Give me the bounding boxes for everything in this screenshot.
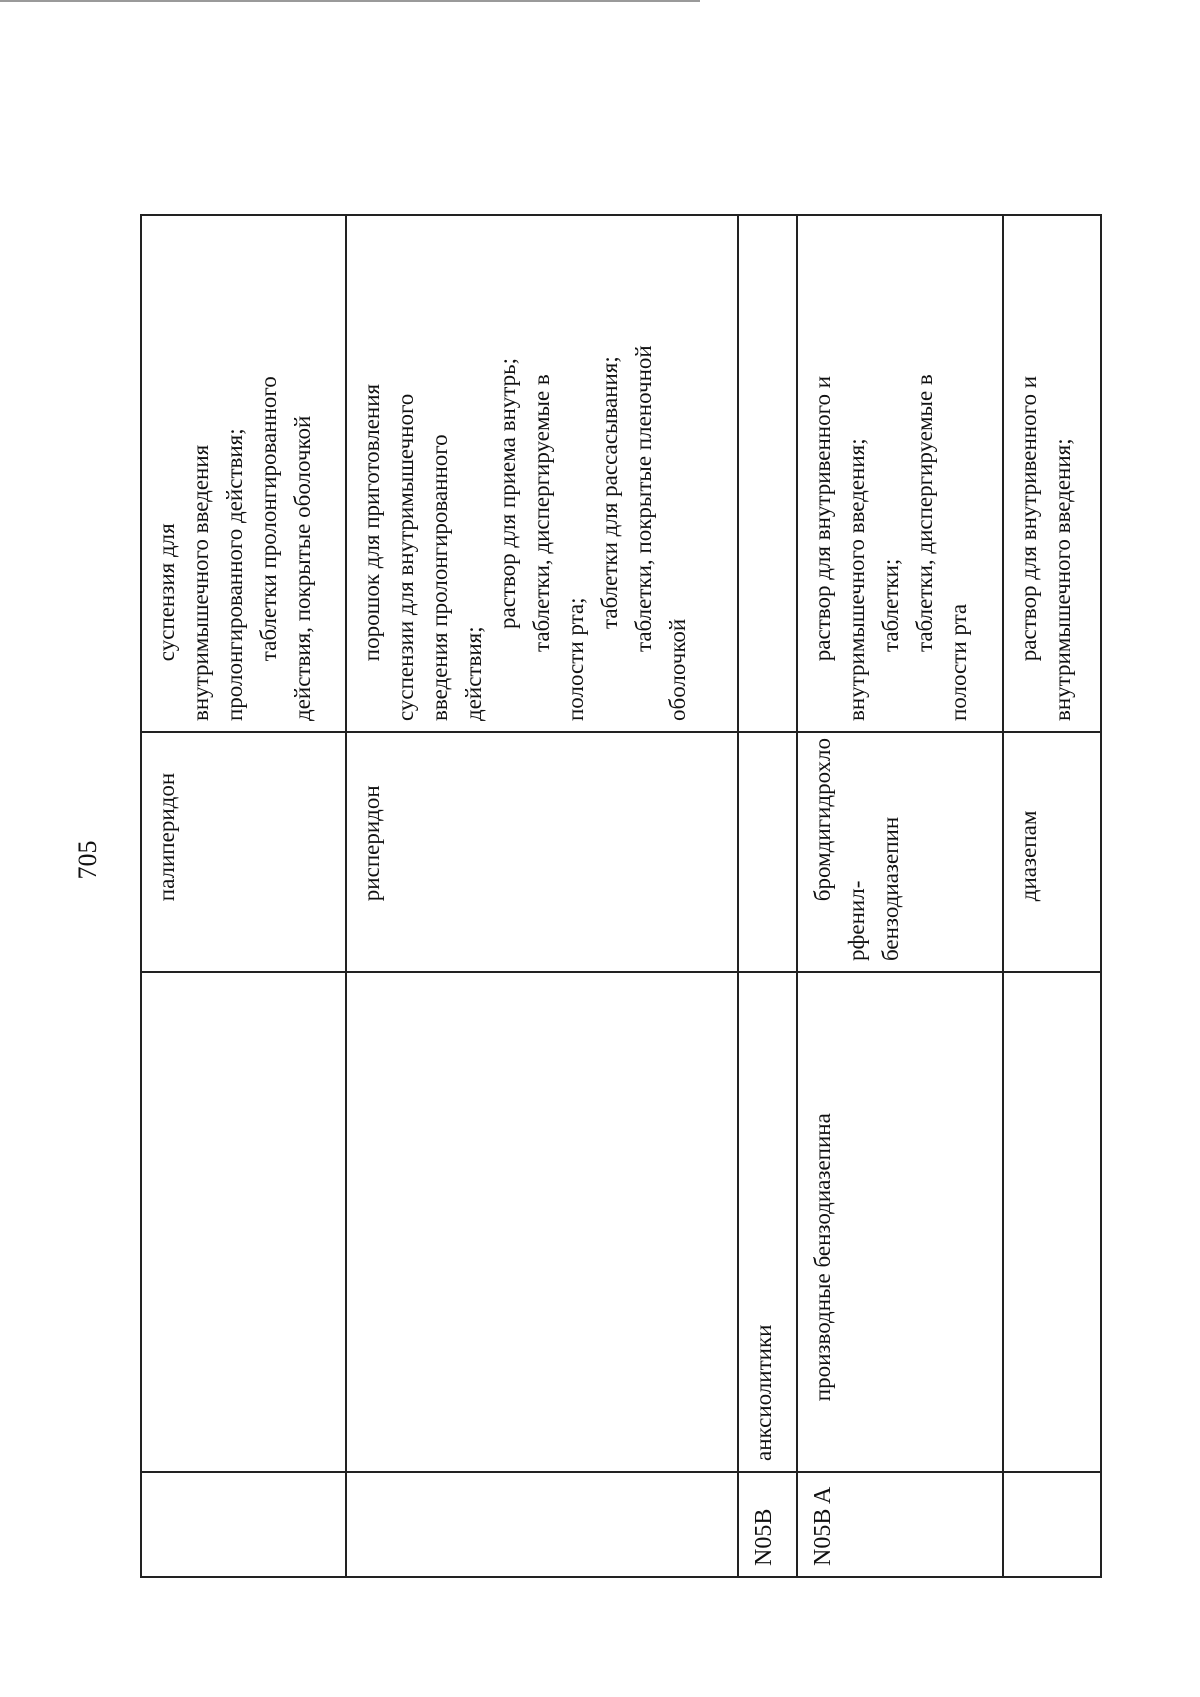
- dosage-form-line: таблетки для рассасывания;: [597, 356, 623, 629]
- table-row: [1003, 215, 1101, 1577]
- dosage-forms-cell: [346, 215, 738, 732]
- dosage-form-line: раствор для внутривенного и: [810, 375, 836, 662]
- dosage-form-line: пролонгированного действия;: [222, 428, 247, 721]
- inn-cell: [738, 732, 797, 972]
- inn-cell: палиперидон: [141, 732, 346, 972]
- table-row: [738, 215, 797, 1577]
- dosage-form-line: внутримышечного введения;: [1049, 438, 1075, 721]
- drug-table: [140, 214, 1102, 1578]
- dosage-forms-cell: [1003, 215, 1101, 732]
- atc-code-cell: [346, 1472, 738, 1577]
- table-row: [141, 215, 346, 1577]
- inn-cell: [797, 732, 1002, 972]
- dosage-form-line: действия;: [461, 626, 487, 721]
- top-rule: [0, 0, 700, 2]
- dosage-form-line: таблетки, диспергируемые в: [912, 374, 938, 652]
- dosage-forms-cell: [738, 215, 797, 732]
- page-number: 705: [73, 840, 102, 880]
- dosage-form-line: суспензии для внутримышечного: [393, 393, 419, 721]
- table-row: [346, 215, 738, 1577]
- atc-code-cell: [1003, 1472, 1101, 1577]
- atc-code-cell: N05B A: [797, 1472, 1002, 1577]
- dosage-form-line: таблетки;: [878, 558, 904, 652]
- drug-table-frame: [140, 216, 1102, 1578]
- inn-line: бензодиазепин: [878, 816, 904, 961]
- dosage-form-line: оболочкой: [665, 618, 691, 721]
- inn-cell: рисперидон: [346, 732, 738, 972]
- atc-code-cell: [141, 1472, 346, 1577]
- dosage-form-line: внутримышечного введения: [188, 444, 213, 721]
- dosage-form-line: суспензия для: [154, 523, 179, 662]
- group-cell: [1003, 972, 1101, 1472]
- dosage-form-line: раствор для внутривенного и: [1015, 375, 1041, 662]
- inn-cell: диазепам: [1003, 732, 1101, 972]
- inn-line: рфенил-: [844, 880, 870, 961]
- dosage-form-line: введения пролонгированного: [427, 434, 453, 721]
- dosage-form-line: действия, покрытые оболочкой: [290, 415, 315, 721]
- table-row: [797, 215, 1002, 1577]
- dosage-form-line: порошок для приготовления: [359, 383, 385, 662]
- dosage-form-line: внутримышечного введения;: [844, 438, 870, 721]
- group-cell: анксиолитики: [738, 972, 797, 1472]
- dosage-form-line: полости рта: [946, 603, 972, 721]
- dosage-form-line: таблетки, покрытые пленочной: [631, 345, 657, 652]
- dosage-forms-cell: [797, 215, 1002, 732]
- atc-code-cell: N05B: [738, 1472, 797, 1577]
- dosage-form-line: раствор для приема внутрь;: [495, 358, 521, 629]
- group-cell: производные бензодиазепина: [797, 972, 1002, 1472]
- group-cell: [141, 972, 346, 1472]
- dosage-forms-cell: [141, 215, 346, 732]
- dosage-form-line: полости рта;: [563, 597, 589, 721]
- group-cell: [346, 972, 738, 1472]
- dosage-form-line: таблетки, диспергируемые в: [529, 374, 555, 652]
- dosage-form-line: таблетки пролонгированного: [256, 376, 281, 662]
- inn-line: бромдигидрохло: [810, 738, 836, 902]
